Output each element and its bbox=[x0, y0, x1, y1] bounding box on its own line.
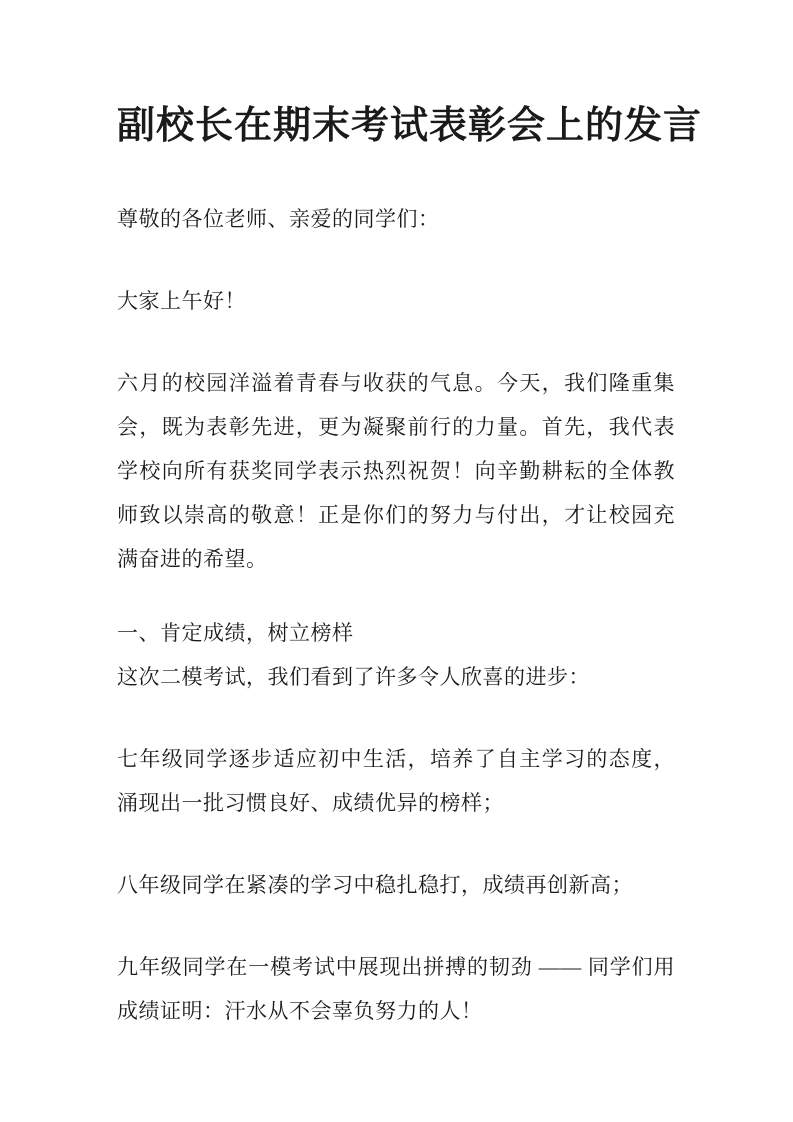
paragraph-grade7: 七年级同学逐步适应初中生活，培养了自主学习的态度，涌现出一批习惯良好、成绩优异的榜样； bbox=[117, 747, 675, 815]
paragraph-salutation: 尊敬的各位老师、亲爱的同学们： bbox=[117, 207, 440, 231]
paragraph-intro: 六月的校园洋溢着青春与收获的气息。今天，我们隆重集会，既为表彰先进，更为凝聚前行的力量。首先，我代表学校向所有获奖同学表示热烈祝贺！向辛勤耕耘的全体教师致以崇高的敬意！正是你们的努力与付出，才让校园充满奋进的希望。 bbox=[117, 371, 675, 571]
section1-heading: 一、肯定成绩，树立榜样 bbox=[117, 621, 354, 645]
paragraph-section1-lead: 这次二模考试，我们看到了许多令人欣喜的进步： bbox=[117, 665, 590, 689]
paragraph-greeting: 大家上午好！ bbox=[117, 289, 246, 313]
document-title: 副校长在期末考试表彰会上的发言 bbox=[117, 105, 703, 147]
paragraph-grade8: 八年级同学在紧凑的学习中稳扎稳打，成绩再创新高； bbox=[117, 873, 633, 897]
document-body bbox=[117, 197, 675, 1033]
paragraph-grade9: 九年级同学在一模考试中展现出拼搏的韧劲 —— 同学们用成绩证明：汗水从不会辜负努力的人！ bbox=[117, 955, 675, 1023]
